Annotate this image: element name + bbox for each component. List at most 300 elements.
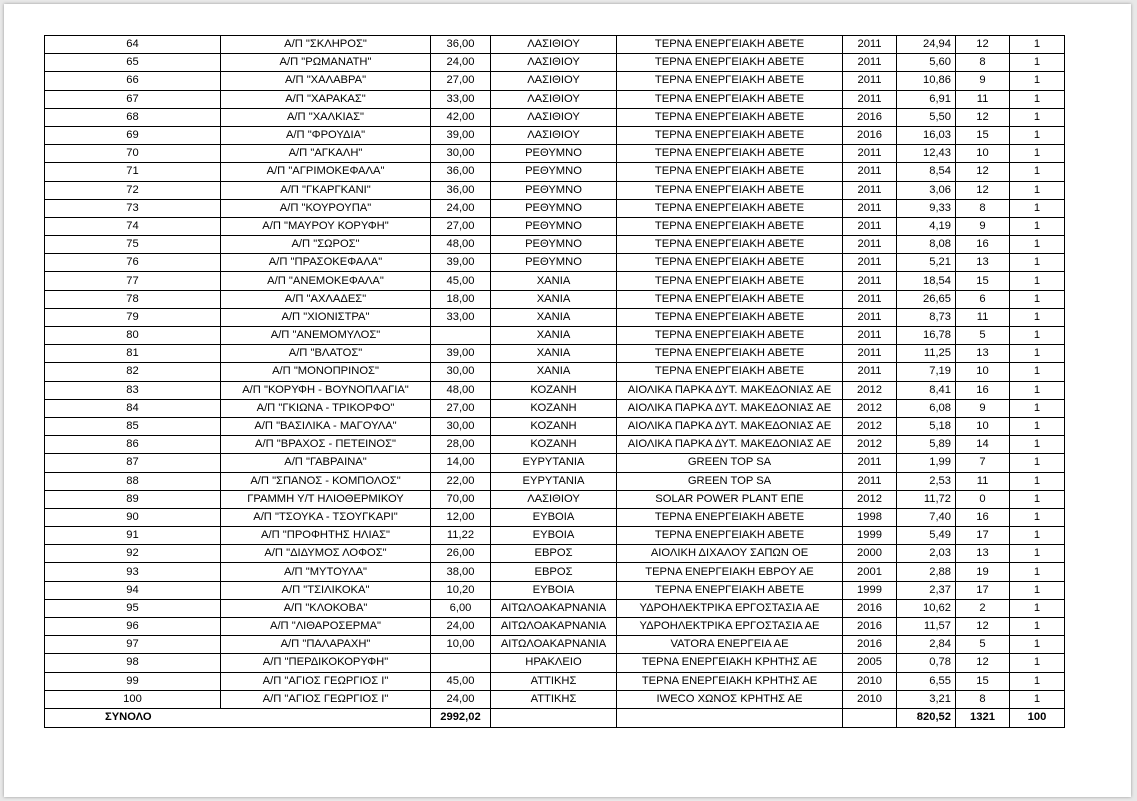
cell-year: 2012 [843,417,897,435]
cell-company: ΤΕΡΝΑ ΕΝΕΡΓΕΙΑΚΗ ΑΒΕΤΕ [617,363,843,381]
cell-count: 0 [956,490,1010,508]
total-capacity: 2992,02 [431,708,491,727]
cell-company: ΤΕΡΝΑ ΕΝΕΡΓΕΙΑΚΗ ΑΒΕΤΕ [617,163,843,181]
cell-length: 4,19 [897,217,956,235]
cell-year: 2011 [843,181,897,199]
cell-units: 1 [1010,345,1065,363]
cell-capacity: 48,00 [431,381,491,399]
table-row [45,545,1065,563]
cell-units: 1 [1010,454,1065,472]
cell-row-number: 80 [45,327,221,345]
table-row [45,563,1065,581]
cell-company: ΤΕΡΝΑ ΕΝΕΡΓΕΙΑΚΗ ΑΒΕΤΕ [617,345,843,363]
table-row [45,599,1065,617]
cell-year: 2011 [843,472,897,490]
cell-units: 1 [1010,236,1065,254]
cell-units: 1 [1010,581,1065,599]
cell-count: 5 [956,327,1010,345]
cell-company: ΤΕΡΝΑ ΕΝΕΡΓΕΙΑΚΗ ΑΒΕΤΕ [617,199,843,217]
cell-row-number: 70 [45,145,221,163]
cell-region: ΑΤΤΙΚΗΣ [491,672,617,690]
cell-project-name: Α/Π "ΧΑΛΚΙΑΣ" [221,108,431,126]
table-row [45,36,1065,54]
cell-length: 11,25 [897,345,956,363]
cell-capacity: 22,00 [431,472,491,490]
cell-count: 19 [956,563,1010,581]
cell-capacity: 18,00 [431,290,491,308]
cell-capacity: 36,00 [431,36,491,54]
cell-year: 2016 [843,108,897,126]
cell-year: 2011 [843,236,897,254]
cell-region: ΚΟΖΑΝΗ [491,417,617,435]
cell-units: 1 [1010,126,1065,144]
cell-year: 2011 [843,454,897,472]
table-row [45,381,1065,399]
cell-row-number: 88 [45,472,221,490]
cell-project-name: Α/Π "ΑΓΙΟΣ ΓΕΩΡΓΙΟΣ Ι" [221,672,431,690]
table-row [45,690,1065,708]
cell-units: 1 [1010,290,1065,308]
cell-units: 1 [1010,308,1065,326]
cell-count: 15 [956,126,1010,144]
cell-capacity: 39,00 [431,254,491,272]
cell-year: 2011 [843,327,897,345]
cell-year: 2016 [843,618,897,636]
table-row [45,72,1065,90]
cell-year: 1999 [843,527,897,545]
cell-capacity: 30,00 [431,363,491,381]
cell-length: 5,18 [897,417,956,435]
cell-project-name: Α/Π "ΜΥΤΟΥΛΑ" [221,563,431,581]
cell-region: ΕΥΒΟΙΑ [491,527,617,545]
cell-capacity: 45,00 [431,272,491,290]
cell-length: 11,57 [897,618,956,636]
cell-capacity: 42,00 [431,108,491,126]
cell-count: 13 [956,545,1010,563]
cell-capacity [431,654,491,672]
cell-project-name: Α/Π "ΑΝΕΜΟΜΥΛΟΣ" [221,327,431,345]
cell-units: 1 [1010,163,1065,181]
cell-length: 16,78 [897,327,956,345]
cell-project-name: Α/Π "ΓΚΙΩΝΑ - ΤΡΙΚΟΡΦΟ" [221,399,431,417]
cell-company: ΤΕΡΝΑ ΕΝΕΡΓΕΙΑΚΗ ΑΒΕΤΕ [617,527,843,545]
cell-company: ΤΕΡΝΑ ΕΝΕΡΓΕΙΑΚΗ ΑΒΕΤΕ [617,36,843,54]
cell-year: 1999 [843,581,897,599]
cell-project-name: Α/Π "ΚΟΥΡΟΥΠΑ" [221,199,431,217]
table-row [45,254,1065,272]
cell-year: 2000 [843,545,897,563]
cell-year: 2011 [843,254,897,272]
cell-region: ΕΒΡΟΣ [491,563,617,581]
cell-row-number: 98 [45,654,221,672]
cell-count: 14 [956,436,1010,454]
cell-units: 1 [1010,490,1065,508]
cell-row-number: 73 [45,199,221,217]
table-row [45,581,1065,599]
cell-capacity: 14,00 [431,454,491,472]
table-row [45,436,1065,454]
table-row [45,345,1065,363]
table-row [45,308,1065,326]
total-units: 100 [1010,708,1065,727]
cell-project-name: Α/Π "ΔΙΔΥΜΟΣ ΛΟΦΟΣ" [221,545,431,563]
total-empty-cell [617,708,843,727]
total-empty-cell [491,708,617,727]
cell-company: GREEN TOP SA [617,472,843,490]
cell-capacity: 11,22 [431,527,491,545]
cell-row-number: 93 [45,563,221,581]
cell-units: 1 [1010,472,1065,490]
table-row [45,399,1065,417]
cell-capacity: 26,00 [431,545,491,563]
cell-capacity: 24,00 [431,54,491,72]
cell-count: 17 [956,581,1010,599]
cell-region: ΛΑΣΙΘΙΟΥ [491,36,617,54]
cell-count: 12 [956,618,1010,636]
cell-project-name: Α/Π "ΜΑΥΡΟΥ ΚΟΡΥΦΗ" [221,217,431,235]
cell-company: ΥΔΡΟΗΛΕΚΤΡΙΚΑ ΕΡΓΟΣΤΑΣΙΑ ΑΕ [617,618,843,636]
table-row [45,181,1065,199]
cell-length: 5,21 [897,254,956,272]
cell-company: ΑΙΟΛΙΚΑ ΠΑΡΚΑ ΔΥΤ. ΜΑΚΕΔΟΝΙΑΣ ΑΕ [617,436,843,454]
table-row [45,618,1065,636]
cell-row-number: 79 [45,308,221,326]
cell-region: ΡΕΘΥΜΝΟ [491,181,617,199]
cell-units: 1 [1010,181,1065,199]
cell-row-number: 89 [45,490,221,508]
cell-length: 6,91 [897,90,956,108]
cell-capacity: 28,00 [431,436,491,454]
cell-project-name: Α/Π "ΒΡΑΧΟΣ - ΠΕΤΕΙΝΟΣ" [221,436,431,454]
cell-length: 6,08 [897,399,956,417]
cell-year: 2011 [843,363,897,381]
cell-length: 1,99 [897,454,956,472]
cell-year: 2012 [843,436,897,454]
cell-project-name: Α/Π "ΑΓΙΟΣ ΓΕΩΡΓΙΟΣ Ι" [221,690,431,708]
cell-company: ΥΔΡΟΗΛΕΚΤΡΙΚΑ ΕΡΓΟΣΤΑΣΙΑ ΑΕ [617,599,843,617]
cell-company: ΤΕΡΝΑ ΕΝΕΡΓΕΙΑΚΗ ΑΒΕΤΕ [617,254,843,272]
cell-row-number: 74 [45,217,221,235]
cell-company: ΤΕΡΝΑ ΕΝΕΡΓΕΙΑΚΗ ΑΒΕΤΕ [617,90,843,108]
cell-count: 9 [956,399,1010,417]
cell-project-name: Α/Π "ΚΟΡΥΦΗ - ΒΟΥΝΟΠΛΑΓΙΑ" [221,381,431,399]
cell-company: ΤΕΡΝΑ ΕΝΕΡΓΕΙΑΚΗ ΑΒΕΤΕ [617,72,843,90]
cell-region: ΧΑΝΙΑ [491,363,617,381]
cell-project-name: Α/Π "ΑΓΡΙΜΟΚΕΦΑΛΑ" [221,163,431,181]
cell-row-number: 71 [45,163,221,181]
cell-length: 5,50 [897,108,956,126]
table-row [45,272,1065,290]
cell-year: 1998 [843,508,897,526]
cell-project-name: Α/Π "ΠΕΡΔΙΚΟΚΟΡΥΦΗ" [221,654,431,672]
cell-region: ΑΙΤΩΛΟΑΚΑΡΝΑΝΙΑ [491,636,617,654]
cell-year: 2012 [843,399,897,417]
cell-count: 9 [956,72,1010,90]
cell-row-number: 64 [45,36,221,54]
cell-project-name: Α/Π "ΑΝΕΜΟΚΕΦΑΛΑ" [221,272,431,290]
cell-capacity: 27,00 [431,399,491,417]
table-row [45,472,1065,490]
cell-region: ΛΑΣΙΘΙΟΥ [491,126,617,144]
cell-count: 12 [956,108,1010,126]
cell-year: 2011 [843,163,897,181]
cell-length: 12,43 [897,145,956,163]
cell-count: 13 [956,254,1010,272]
cell-project-name: Α/Π "ΣΩΡΟΣ" [221,236,431,254]
cell-year: 2011 [843,54,897,72]
cell-region: ΚΟΖΑΝΗ [491,399,617,417]
cell-units: 1 [1010,90,1065,108]
cell-capacity: 39,00 [431,126,491,144]
table-row [45,654,1065,672]
cell-count: 8 [956,199,1010,217]
cell-row-number: 97 [45,636,221,654]
cell-length: 2,53 [897,472,956,490]
cell-row-number: 92 [45,545,221,563]
cell-capacity: 33,00 [431,308,491,326]
cell-region: ΕΥΒΟΙΑ [491,508,617,526]
cell-row-number: 87 [45,454,221,472]
cell-capacity: 30,00 [431,417,491,435]
cell-year: 2016 [843,599,897,617]
table-row [45,490,1065,508]
cell-length: 8,73 [897,308,956,326]
cell-count: 7 [956,454,1010,472]
cell-length: 2,88 [897,563,956,581]
cell-row-number: 77 [45,272,221,290]
cell-row-number: 65 [45,54,221,72]
cell-units: 1 [1010,36,1065,54]
cell-region: ΛΑΣΙΘΙΟΥ [491,108,617,126]
cell-company: ΤΕΡΝΑ ΕΝΕΡΓΕΙΑΚΗ ΑΒΕΤΕ [617,236,843,254]
cell-year: 2012 [843,490,897,508]
cell-count: 8 [956,54,1010,72]
cell-units: 1 [1010,199,1065,217]
cell-length: 8,54 [897,163,956,181]
cell-count: 13 [956,345,1010,363]
table-row [45,363,1065,381]
cell-count: 6 [956,290,1010,308]
cell-count: 11 [956,308,1010,326]
table-body [45,36,1065,709]
cell-company: ΤΕΡΝΑ ΕΝΕΡΓΕΙΑΚΗ ΕΒΡΟΥ ΑΕ [617,563,843,581]
cell-units: 1 [1010,363,1065,381]
table-row [45,636,1065,654]
cell-project-name: Α/Π "ΛΙΘΑΡΟΣΕΡΜΑ" [221,618,431,636]
cell-units: 1 [1010,436,1065,454]
cell-count: 10 [956,417,1010,435]
cell-project-name: Α/Π "ΠΑΛΑΡΑΧΗ" [221,636,431,654]
cell-row-number: 69 [45,126,221,144]
cell-row-number: 68 [45,108,221,126]
cell-count: 16 [956,508,1010,526]
cell-region: ΡΕΘΥΜΝΟ [491,254,617,272]
cell-company: ΤΕΡΝΑ ΕΝΕΡΓΕΙΑΚΗ ΑΒΕΤΕ [617,272,843,290]
table-row [45,508,1065,526]
table-row [45,417,1065,435]
cell-row-number: 91 [45,527,221,545]
cell-project-name: Α/Π "ΣΚΛΗΡΟΣ" [221,36,431,54]
cell-capacity: 24,00 [431,199,491,217]
cell-row-number: 78 [45,290,221,308]
cell-region: ΚΟΖΑΝΗ [491,381,617,399]
cell-company: GREEN TOP SA [617,454,843,472]
cell-capacity: 70,00 [431,490,491,508]
cell-length: 3,21 [897,690,956,708]
cell-company: ΤΕΡΝΑ ΕΝΕΡΓΕΙΑΚΗ ΑΒΕΤΕ [617,308,843,326]
cell-project-name: Α/Π "ΓΑΒΡΑΙΝΑ" [221,454,431,472]
cell-capacity: 48,00 [431,236,491,254]
cell-units: 1 [1010,72,1065,90]
cell-row-number: 83 [45,381,221,399]
total-row [45,708,1065,727]
cell-project-name: Α/Π "ΣΠΑΝΟΣ - ΚΟΜΠΟΛΟΣ" [221,472,431,490]
cell-region: ΑΙΤΩΛΟΑΚΑΡΝΑΝΙΑ [491,618,617,636]
cell-company: ΤΕΡΝΑ ΕΝΕΡΓΕΙΑΚΗ ΑΒΕΤΕ [617,54,843,72]
cell-length: 7,19 [897,363,956,381]
cell-capacity: 10,20 [431,581,491,599]
cell-capacity: 12,00 [431,508,491,526]
table-row [45,454,1065,472]
total-empty-cell [843,708,897,727]
cell-length: 9,33 [897,199,956,217]
cell-units: 1 [1010,327,1065,345]
cell-row-number: 81 [45,345,221,363]
cell-company: ΑΙΟΛΙΚΑ ΠΑΡΚΑ ΔΥΤ. ΜΑΚΕΔΟΝΙΑΣ ΑΕ [617,417,843,435]
cell-region: ΕΥΒΟΙΑ [491,581,617,599]
cell-count: 5 [956,636,1010,654]
cell-units: 1 [1010,399,1065,417]
cell-region: ΧΑΝΙΑ [491,345,617,363]
cell-year: 2016 [843,636,897,654]
cell-company: ΤΕΡΝΑ ΕΝΕΡΓΕΙΑΚΗ ΑΒΕΤΕ [617,126,843,144]
document-page [4,4,1131,797]
cell-year: 2011 [843,36,897,54]
cell-length: 11,72 [897,490,956,508]
cell-project-name: Α/Π "ΚΛΟΚΟΒΑ" [221,599,431,617]
cell-region: ΕΥΡΥΤΑΝΙΑ [491,454,617,472]
table-row [45,672,1065,690]
cell-company: ΑΙΟΛΙΚΗ ΔΙΧΑΛΟΥ ΣΑΠΩΝ ΟΕ [617,545,843,563]
cell-count: 15 [956,672,1010,690]
cell-row-number: 76 [45,254,221,272]
cell-length: 7,40 [897,508,956,526]
cell-row-number: 99 [45,672,221,690]
table-row [45,527,1065,545]
cell-count: 16 [956,381,1010,399]
cell-year: 2011 [843,217,897,235]
cell-region: ΛΑΣΙΘΙΟΥ [491,54,617,72]
cell-year: 2010 [843,690,897,708]
cell-company: ΤΕΡΝΑ ΕΝΕΡΓΕΙΑΚΗ ΑΒΕΤΕ [617,217,843,235]
cell-count: 12 [956,163,1010,181]
cell-region: ΛΑΣΙΘΙΟΥ [491,490,617,508]
cell-region: ΕΥΡΥΤΑΝΙΑ [491,472,617,490]
cell-company: ΤΕΡΝΑ ΕΝΕΡΓΕΙΑΚΗ ΚΡΗΤΗΣ ΑΕ [617,672,843,690]
cell-year: 2011 [843,290,897,308]
cell-year: 2011 [843,272,897,290]
cell-length: 3,06 [897,181,956,199]
cell-capacity: 24,00 [431,618,491,636]
cell-region: ΧΑΝΙΑ [491,327,617,345]
cell-length: 8,41 [897,381,956,399]
cell-length: 10,86 [897,72,956,90]
table-row [45,90,1065,108]
cell-project-name: ΓΡΑΜΜΗ Υ/Τ ΗΛΙΟΘΕΡΜΙΚΟΥ [221,490,431,508]
cell-year: 2011 [843,345,897,363]
cell-length: 26,65 [897,290,956,308]
cell-company: ΑΙΟΛΙΚΑ ΠΑΡΚΑ ΔΥΤ. ΜΑΚΕΔΟΝΙΑΣ ΑΕ [617,399,843,417]
cell-region: ΕΒΡΟΣ [491,545,617,563]
cell-project-name: Α/Π "ΓΚΑΡΓΚΑΝΙ" [221,181,431,199]
cell-year: 2010 [843,672,897,690]
cell-region: ΛΑΣΙΘΙΟΥ [491,72,617,90]
cell-length: 5,89 [897,436,956,454]
cell-project-name: Α/Π "ΧΑΡΑΚΑΣ" [221,90,431,108]
cell-units: 1 [1010,545,1065,563]
cell-project-name: Α/Π "ΤΣΙΛΙΚΟΚΑ" [221,581,431,599]
cell-year: 2011 [843,145,897,163]
cell-capacity: 45,00 [431,672,491,690]
cell-region: ΑΙΤΩΛΟΑΚΑΡΝΑΝΙΑ [491,599,617,617]
cell-region: ΑΤΤΙΚΗΣ [491,690,617,708]
cell-region: ΧΑΝΙΑ [491,272,617,290]
cell-units: 1 [1010,417,1065,435]
cell-project-name: Α/Π "ΡΩΜΑΝΑΤΗ" [221,54,431,72]
cell-count: 15 [956,272,1010,290]
cell-count: 12 [956,36,1010,54]
cell-length: 0,78 [897,654,956,672]
cell-company: VATORA ΕΝΕΡΓΕΙΑ ΑΕ [617,636,843,654]
cell-row-number: 82 [45,363,221,381]
cell-length: 8,08 [897,236,956,254]
cell-company: ΤΕΡΝΑ ΕΝΕΡΓΕΙΑΚΗ ΑΒΕΤΕ [617,327,843,345]
cell-year: 2001 [843,563,897,581]
cell-length: 2,03 [897,545,956,563]
cell-company: ΤΕΡΝΑ ΕΝΕΡΓΕΙΑΚΗ ΑΒΕΤΕ [617,581,843,599]
cell-count: 11 [956,90,1010,108]
table-row [45,327,1065,345]
cell-year: 2011 [843,199,897,217]
cell-row-number: 90 [45,508,221,526]
cell-company: ΤΕΡΝΑ ΕΝΕΡΓΕΙΑΚΗ ΑΒΕΤΕ [617,108,843,126]
cell-capacity: 6,00 [431,599,491,617]
cell-length: 16,03 [897,126,956,144]
cell-region: ΧΑΝΙΑ [491,290,617,308]
cell-year: 2012 [843,381,897,399]
cell-units: 1 [1010,254,1065,272]
cell-units: 1 [1010,145,1065,163]
cell-capacity: 38,00 [431,563,491,581]
cell-row-number: 100 [45,690,221,708]
cell-region: ΧΑΝΙΑ [491,308,617,326]
cell-company: IWECO ΧΩΝΟΣ ΚΡΗΤΗΣ ΑΕ [617,690,843,708]
cell-row-number: 86 [45,436,221,454]
table-row [45,108,1065,126]
cell-year: 2011 [843,308,897,326]
cell-units: 1 [1010,272,1065,290]
cell-project-name: Α/Π "ΤΣΟΥΚΑ - ΤΣΟΥΓΚΑΡΙ" [221,508,431,526]
cell-region: ΡΕΘΥΜΝΟ [491,199,617,217]
cell-company: ΤΕΡΝΑ ΕΝΕΡΓΕΙΑΚΗ ΑΒΕΤΕ [617,145,843,163]
cell-row-number: 94 [45,581,221,599]
cell-region: ΡΕΘΥΜΝΟ [491,217,617,235]
cell-company: ΑΙΟΛΙΚΑ ΠΑΡΚΑ ΔΥΤ. ΜΑΚΕΔΟΝΙΑΣ ΑΕ [617,381,843,399]
cell-capacity: 39,00 [431,345,491,363]
cell-length: 5,60 [897,54,956,72]
cell-capacity: 30,00 [431,145,491,163]
total-count: 1321 [956,708,1010,727]
